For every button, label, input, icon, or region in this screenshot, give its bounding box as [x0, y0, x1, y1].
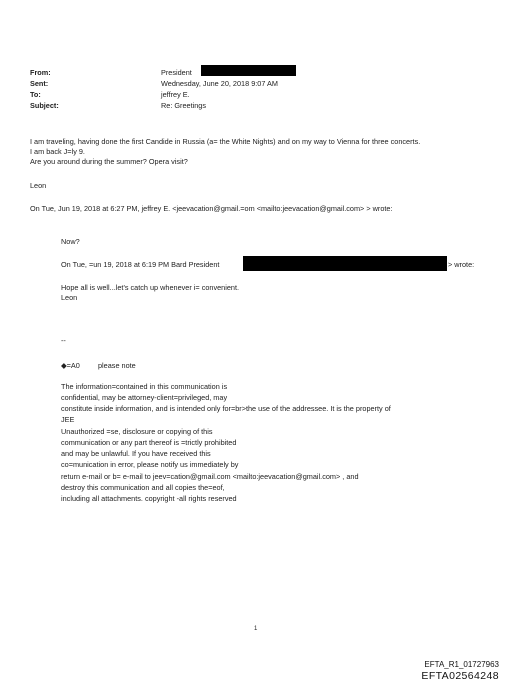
bates-id-2: EFTA02564248: [421, 670, 499, 682]
to-value: jeffrey E.: [161, 90, 190, 99]
quoted-dashes: --: [61, 336, 66, 345]
quoted-now: Now?: [61, 237, 80, 246]
note-marker: ◆=A0: [61, 361, 80, 370]
bates-id-1: EFTA_R1_01727963: [424, 660, 499, 669]
disclaimer-line: co=munication in error, please notify us immediately by: [61, 460, 239, 469]
disclaimer-line: The information=contained in this communication is: [61, 382, 228, 391]
quoted-signature: Leon: [61, 293, 78, 302]
subject-value: Re: Greetings: [161, 101, 207, 110]
quoted-inner-header: On Tue, =un 19, 2018 at 6:19 PM Bard President: [61, 260, 220, 269]
from-value: President: [161, 68, 192, 77]
subject-label: Subject:: [30, 101, 59, 110]
body-signature: Leon: [30, 181, 47, 190]
disclaimer-line: including all attachments. copyright -all rights reserved: [61, 494, 237, 503]
quote-header: On Tue, Jun 19, 2018 at 6:27 PM, jeffrey E. <jeevacation@gmail.=om <mailto:jeevacation@gmail.com> > wrote:: [30, 204, 393, 213]
quoted-inner-header-end: > wrote:: [448, 260, 475, 269]
disclaimer-line: communication or any part thereof is =trictly prohibited: [61, 438, 237, 447]
disclaimer-line: JEE: [61, 415, 75, 424]
page-number: 1: [254, 626, 258, 632]
redaction-from: [201, 65, 296, 76]
note-text: please note: [98, 361, 136, 370]
redaction-inner-header: [243, 256, 447, 271]
disclaimer-line: confidential, may be attorney-client=privileged, may: [61, 393, 228, 402]
sent-value: Wednesday, June 20, 2018 9:07 AM: [161, 79, 278, 88]
disclaimer-line: return e-mail or b= e-mail to jeev=cation@gmail.com <mailto:jeevacation@gmail.com> , and: [61, 472, 359, 481]
body-line-2: I am back J=ly 9.: [30, 147, 85, 156]
from-label: From:: [30, 68, 51, 77]
disclaimer-line: Unauthorized =se, disclosure or copying of this: [61, 427, 213, 436]
body-line-1: I am traveling, having done the first Candide in Russia (a= the White Nights) and on my way to Vienna for three concerts.: [30, 137, 421, 146]
to-label: To:: [30, 90, 41, 99]
sent-label: Sent:: [30, 79, 49, 88]
body-line-3: Are you around during the summer? Opera visit?: [30, 157, 188, 166]
disclaimer-line: constitute inside information, and is intended only for=br>the use of the addressee. It is the property of: [61, 404, 391, 413]
quoted-hope: Hope all is well...let's catch up whenever i= convenient.: [61, 283, 240, 292]
disclaimer-line: and may be unlawful. If you have received this: [61, 449, 211, 458]
disclaimer-line: destroy this communication and all copies the=eof,: [61, 483, 225, 492]
